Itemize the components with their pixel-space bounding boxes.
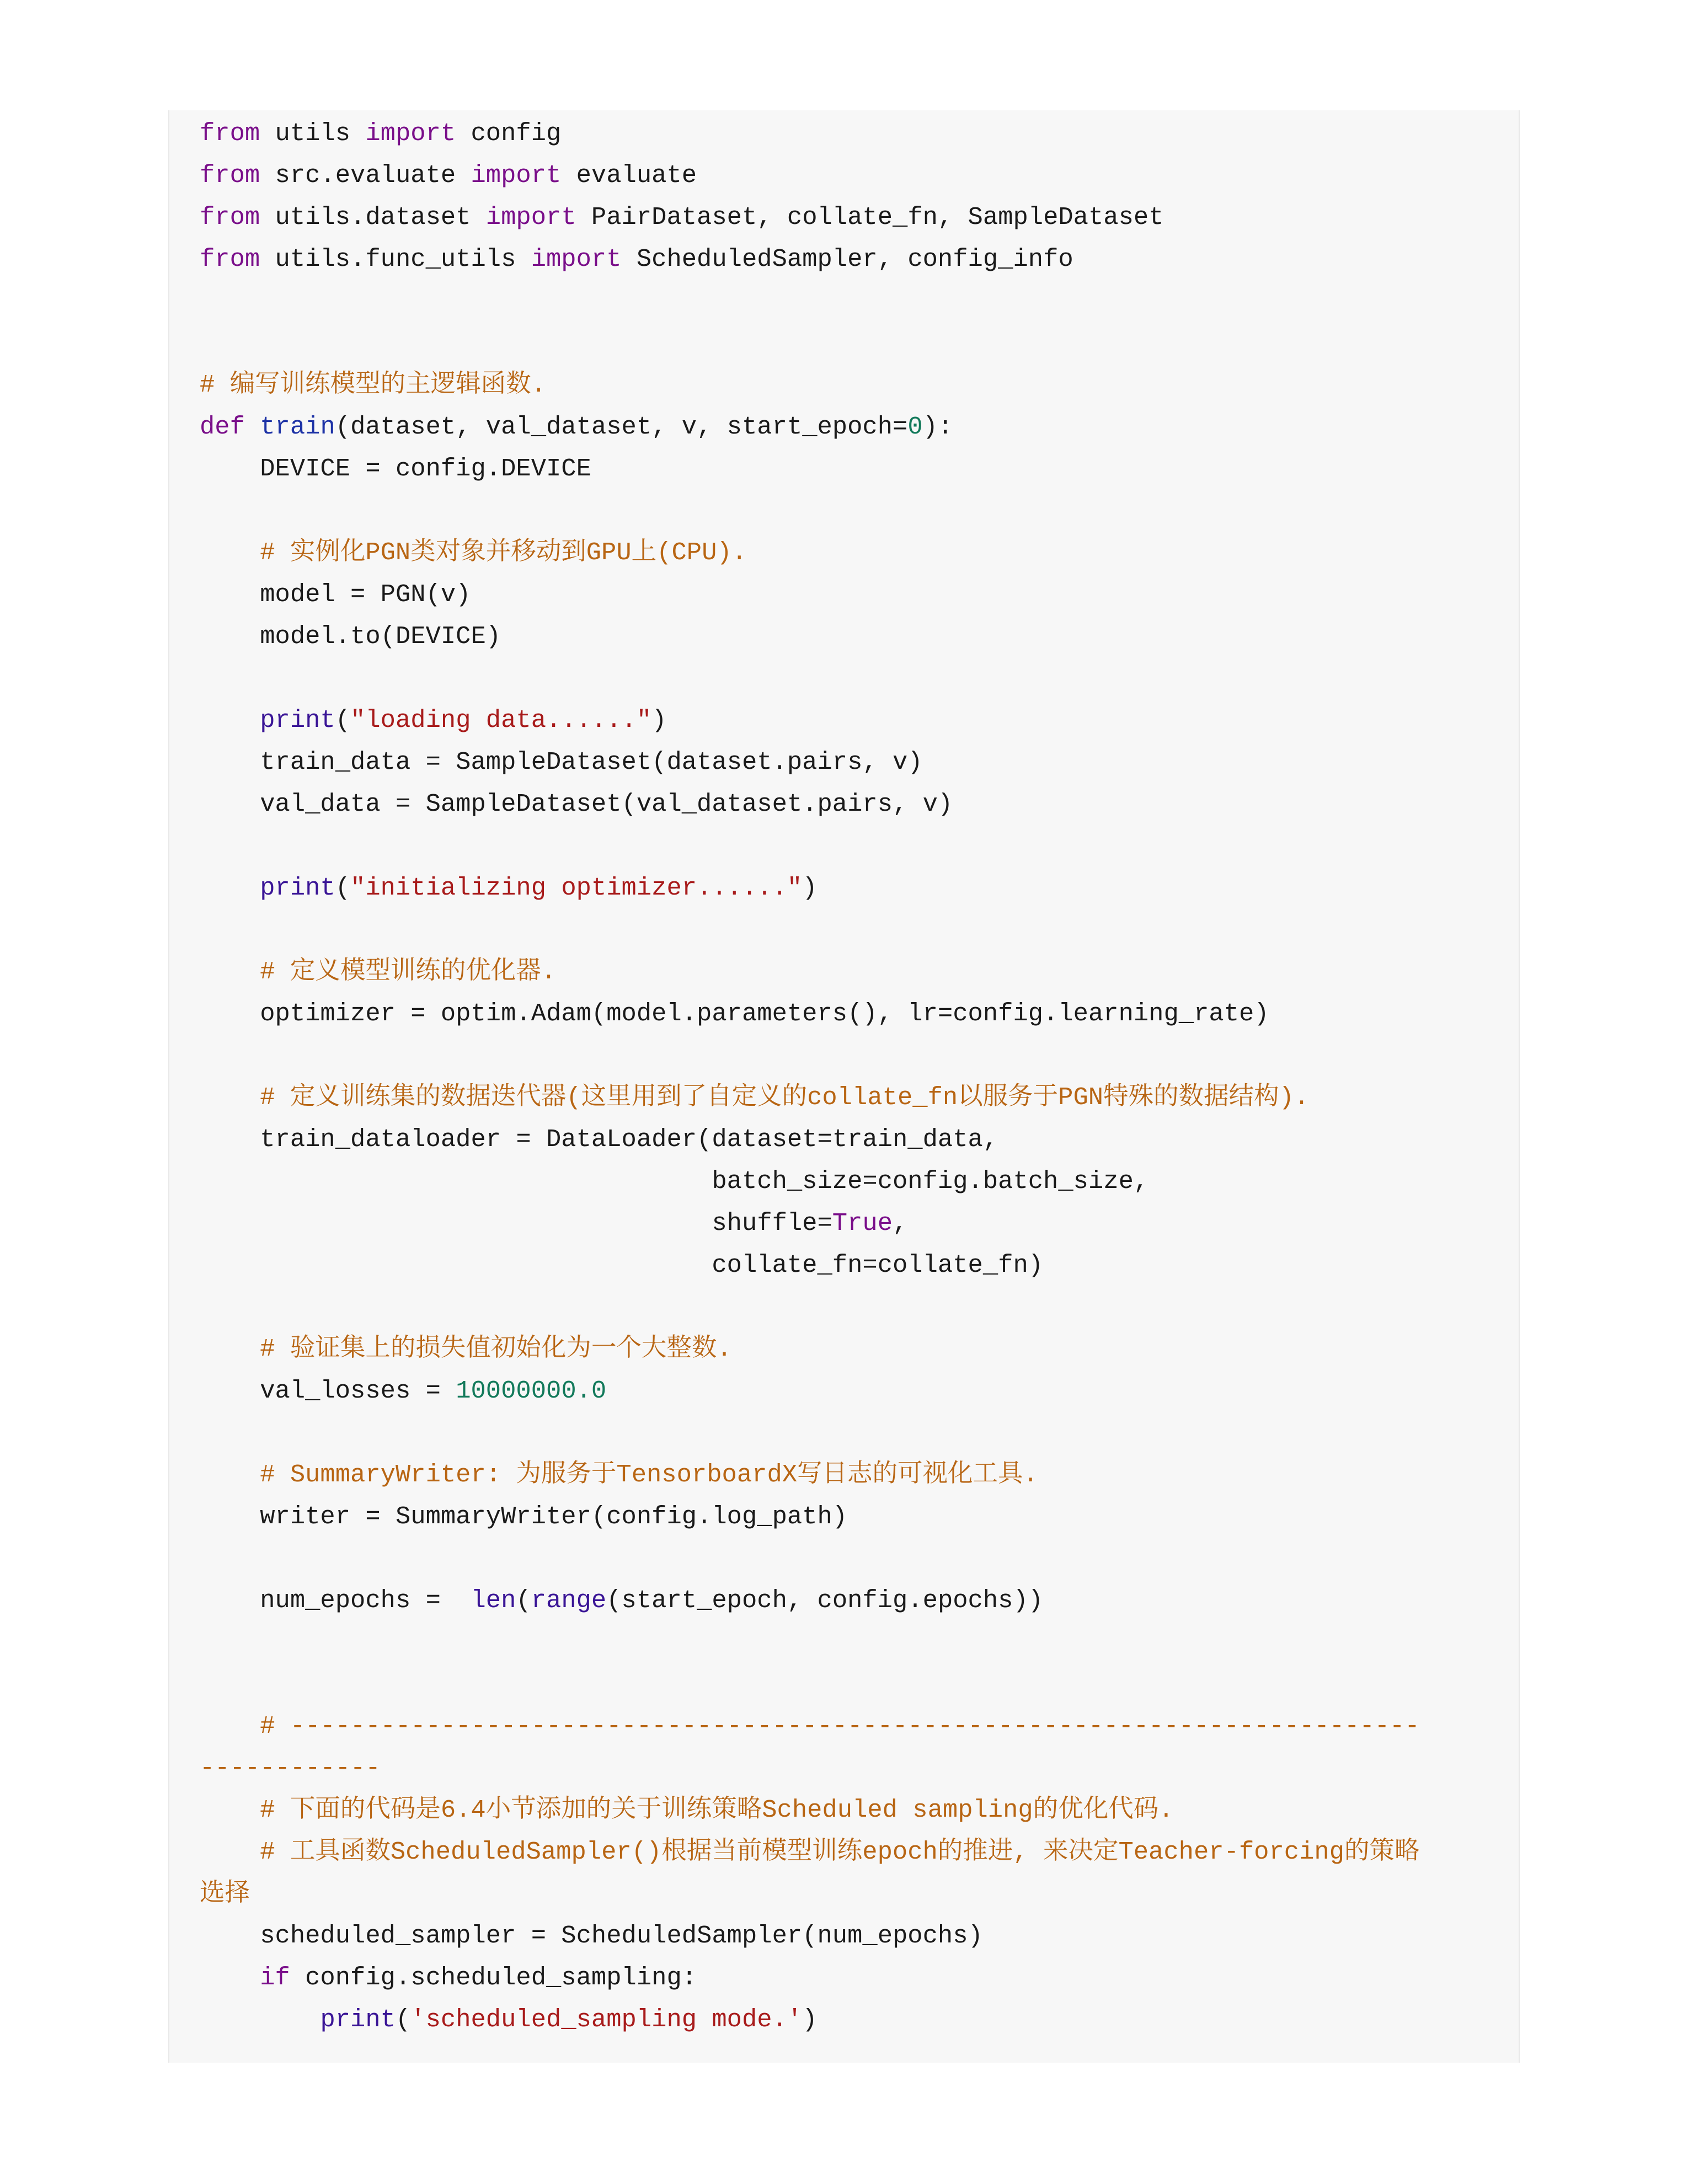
code-token-text: ) bbox=[802, 2005, 818, 2034]
code-line bbox=[200, 1328, 1420, 1370]
code-token-comment: # SummaryWriter: 为服务于TensorboardX写日志的可视化工具. bbox=[260, 1460, 1038, 1489]
code-token-text: ( bbox=[395, 2005, 411, 2034]
code-token-keyword: import bbox=[471, 161, 562, 190]
code-token-comment: ------------ bbox=[200, 1754, 381, 1782]
code-token-text: train_dataloader = DataLoader(dataset=train_data, bbox=[200, 1125, 998, 1154]
code-token-keyword: import bbox=[485, 203, 576, 232]
code-token-text: , bbox=[893, 1209, 908, 1238]
code-token-comment: # 实例化PGN类对象并移动到GPU上(CPU). bbox=[260, 538, 747, 567]
code-token-text: writer = SummaryWriter(config.log_path) bbox=[200, 1502, 848, 1531]
code-token-keyword: from bbox=[200, 161, 260, 190]
code-token-string: "loading data......" bbox=[350, 706, 652, 735]
code-line bbox=[200, 532, 1420, 574]
code-token-text: config bbox=[456, 119, 562, 148]
code-token-text: optimizer = optim.Adam(model.parameters(), lr=config.learning_rate) bbox=[200, 999, 1269, 1028]
code-token-text bbox=[200, 538, 260, 567]
code-token-text: ScheduledSampler, config_info bbox=[621, 245, 1073, 274]
code-token-text: model.to(DEVICE) bbox=[200, 622, 501, 651]
code-token-builtin: print bbox=[320, 2005, 396, 2034]
code-line bbox=[200, 993, 1420, 1035]
code-token-comment: # 验证集上的损失值初始化为一个大整数. bbox=[260, 1335, 732, 1363]
code-token-text: utils bbox=[260, 119, 366, 148]
code-token-comment: # 编写训练模型的主逻辑函数. bbox=[200, 371, 546, 399]
code-token-text bbox=[200, 706, 260, 735]
code-line bbox=[200, 1747, 1420, 1789]
code-token-text: collate_fn=collate_fn) bbox=[200, 1251, 1044, 1280]
code-line bbox=[200, 951, 1420, 993]
code-token-keyword: if bbox=[260, 1963, 290, 1992]
code-line bbox=[200, 615, 1420, 657]
code-line bbox=[200, 1538, 1420, 1580]
code-token-text: scheduled_sampler = ScheduledSampler(num_epochs) bbox=[200, 1921, 983, 1950]
code-token-number: 0 bbox=[907, 413, 923, 441]
code-token-text bbox=[200, 1796, 260, 1824]
code-token-comment: # 定义模型训练的优化器. bbox=[260, 957, 557, 986]
code-line bbox=[200, 1160, 1420, 1202]
code-token-number: 10000000.0 bbox=[456, 1377, 607, 1405]
code-token-text: utils.func_utils bbox=[260, 245, 531, 274]
code-line bbox=[200, 1705, 1420, 1747]
code-token-keyword: def bbox=[200, 413, 245, 441]
code-token-text bbox=[200, 1335, 260, 1363]
code-token-text: train_data = SampleDataset(dataset.pairs, v) bbox=[200, 748, 923, 777]
code-line bbox=[200, 1244, 1420, 1286]
code-line bbox=[200, 1077, 1420, 1118]
code-line bbox=[200, 909, 1420, 951]
code-token-text: model = PGN(v) bbox=[200, 580, 471, 609]
code-line bbox=[200, 1999, 1420, 2041]
code-line bbox=[200, 1118, 1420, 1160]
code-token-comment: # --------------------------------------------------------------------------- bbox=[260, 1712, 1420, 1741]
code-token-text: src.evaluate bbox=[260, 161, 471, 190]
code-token-text: ( bbox=[335, 706, 351, 735]
code-token-string: "initializing optimizer......" bbox=[350, 874, 803, 902]
code-token-text: ): bbox=[922, 413, 953, 441]
code-token-text bbox=[200, 1083, 260, 1112]
code-line bbox=[200, 1789, 1420, 1831]
code-line bbox=[200, 1370, 1420, 1412]
code-token-text: ) bbox=[802, 874, 818, 902]
code-line bbox=[200, 1286, 1420, 1328]
code-token-text: utils.dataset bbox=[260, 203, 486, 232]
code-token-text: config.scheduled_sampling: bbox=[290, 1963, 697, 1992]
code-line bbox=[200, 1580, 1420, 1621]
code-line bbox=[200, 1873, 1420, 1915]
code-token-text: num_epochs = bbox=[200, 1586, 471, 1615]
code-token-text: (dataset, val_dataset, v, start_epoch= bbox=[335, 413, 908, 441]
code-token-text: DEVICE = config.DEVICE bbox=[200, 454, 591, 483]
code-token-string: 'scheduled_sampling mode.' bbox=[410, 2005, 803, 2034]
code-line bbox=[200, 280, 1420, 322]
code-token-text: val_data = SampleDataset(val_dataset.pairs, v) bbox=[200, 790, 953, 818]
code-token-function: train bbox=[260, 413, 335, 441]
code-line bbox=[200, 364, 1420, 406]
code-line bbox=[200, 783, 1420, 825]
code-token-builtin: print bbox=[260, 874, 335, 902]
code-token-text: (start_epoch, config.epochs)) bbox=[606, 1586, 1044, 1615]
code-token-text: shuffle= bbox=[200, 1209, 832, 1238]
code-line bbox=[200, 741, 1420, 783]
code-token-keyword: from bbox=[200, 245, 260, 274]
code-listing bbox=[200, 113, 1420, 2041]
code-line bbox=[200, 322, 1420, 364]
code-token-text: ( bbox=[516, 1586, 531, 1615]
code-line bbox=[200, 1831, 1420, 1873]
code-line bbox=[200, 825, 1420, 867]
code-token-text: val_losses = bbox=[200, 1377, 456, 1405]
code-token-comment: # 定义训练集的数据迭代器(这里用到了自定义的collate_fn以服务于PGN特殊的数据结构). bbox=[260, 1083, 1310, 1112]
code-line bbox=[200, 574, 1420, 615]
code-line bbox=[200, 238, 1420, 280]
code-token-text: batch_size=config.batch_size, bbox=[200, 1167, 1149, 1196]
code-line bbox=[200, 113, 1420, 154]
code-line bbox=[200, 154, 1420, 196]
code-line bbox=[200, 1663, 1420, 1705]
code-token-text bbox=[200, 2005, 320, 2034]
code-token-keyword: import bbox=[531, 245, 622, 274]
code-line bbox=[200, 490, 1420, 532]
code-token-text: ) bbox=[651, 706, 667, 735]
code-line bbox=[200, 1412, 1420, 1454]
code-line bbox=[200, 1454, 1420, 1496]
code-token-text bbox=[200, 874, 260, 902]
code-line bbox=[200, 1621, 1420, 1663]
code-token-text: PairDataset, collate_fn, SampleDataset bbox=[576, 203, 1164, 232]
code-token-keyword: True bbox=[832, 1209, 893, 1238]
code-line bbox=[200, 657, 1420, 699]
code-token-keyword: from bbox=[200, 119, 260, 148]
code-line bbox=[200, 406, 1420, 448]
code-line bbox=[200, 867, 1420, 909]
code-line bbox=[200, 1496, 1420, 1538]
code-token-builtin: range bbox=[531, 1586, 607, 1615]
code-token-comment: 选择 bbox=[200, 1880, 250, 1908]
code-token-builtin: len bbox=[471, 1586, 516, 1615]
code-token-text bbox=[200, 1712, 260, 1741]
code-line bbox=[200, 448, 1420, 490]
code-token-text: evaluate bbox=[561, 161, 697, 190]
code-token-text bbox=[245, 413, 260, 441]
code-token-text: ( bbox=[335, 874, 351, 902]
code-line bbox=[200, 699, 1420, 741]
code-line bbox=[200, 196, 1420, 238]
code-token-text bbox=[200, 1460, 260, 1489]
code-token-comment: # 下面的代码是6.4小节添加的关于训练策略Scheduled sampling的优化代码. bbox=[260, 1796, 1174, 1824]
code-line bbox=[200, 1035, 1420, 1077]
code-line bbox=[200, 1915, 1420, 1957]
code-line bbox=[200, 1202, 1420, 1244]
code-token-comment: # 工具函数ScheduledSampler()根据当前模型训练epoch的推进, 来决定Teacher-forcing的策略 bbox=[260, 1838, 1420, 1866]
code-token-text bbox=[200, 1963, 260, 1992]
code-token-builtin: print bbox=[260, 706, 335, 735]
code-block bbox=[168, 110, 1520, 2063]
code-token-text bbox=[200, 1838, 260, 1866]
code-line bbox=[200, 1957, 1420, 1999]
code-token-text bbox=[200, 957, 260, 986]
code-token-keyword: import bbox=[365, 119, 456, 148]
code-token-keyword: from bbox=[200, 203, 260, 232]
